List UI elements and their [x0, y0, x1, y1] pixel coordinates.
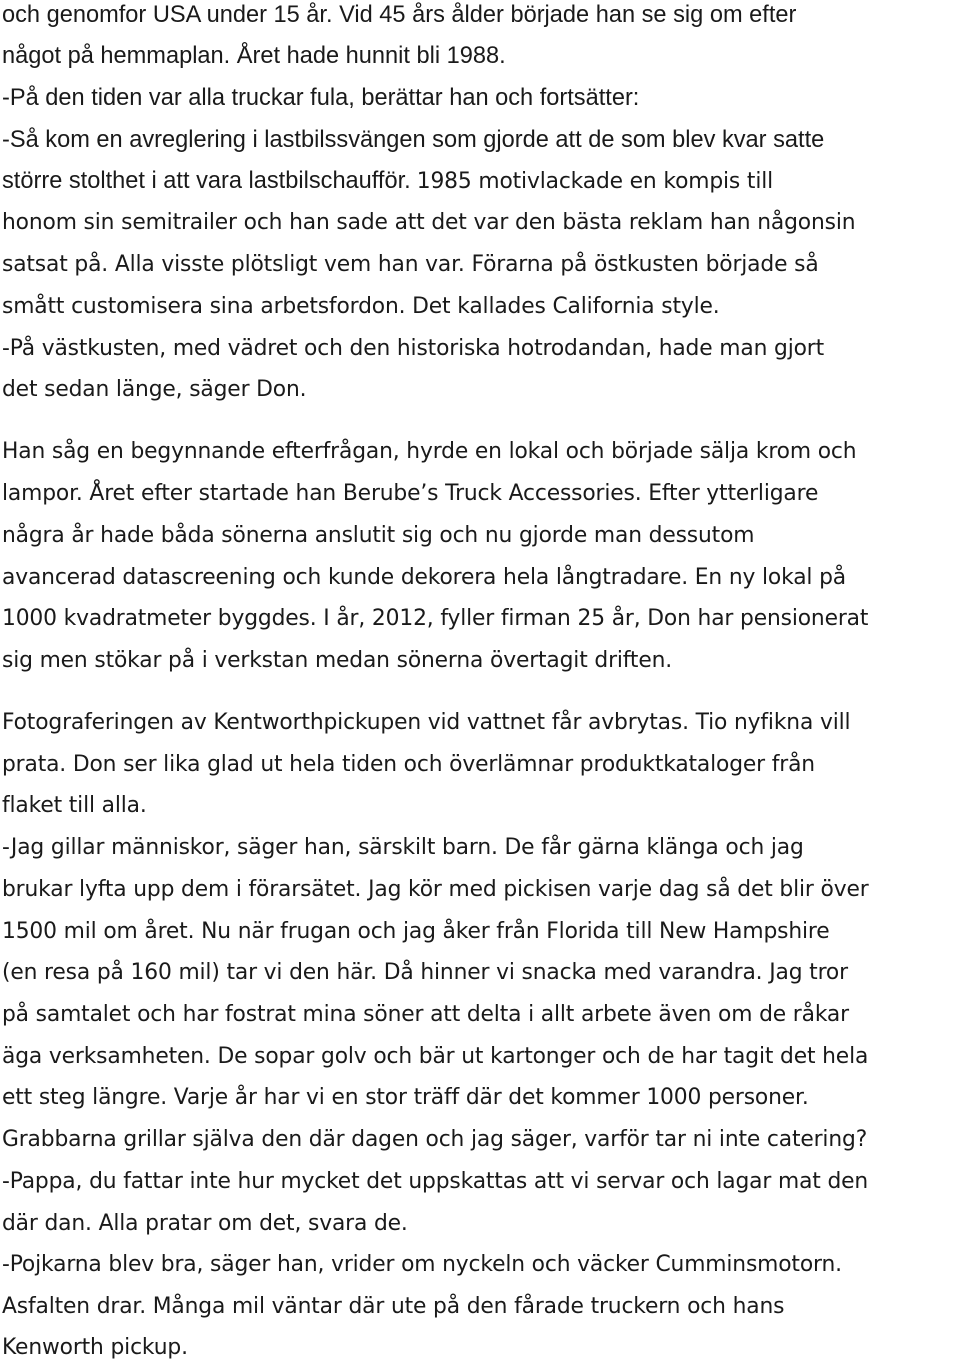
text-line: satsat på. Alla visste plötsligt vem han var. Förarna på östkusten började så: [2, 252, 819, 277]
text-line: brukar lyfta upp dem i förarsätet. Jag kör med pickisen varje dag så det blir över: [2, 877, 869, 902]
text-line: -På den tiden var alla truckar fula, berättar han och fortsätter:: [2, 85, 640, 111]
text-line: prata. Don ser lika glad ut hela tiden och överlämnar produktkataloger från: [2, 752, 815, 777]
text-line: smått customisera sina arbetsfordon. Det kallades California style.: [2, 294, 720, 319]
text-line: -Pappa, du fattar inte hur mycket det uppskattas att vi servar och lagar mat den: [2, 1169, 869, 1194]
text-line: äga verksamheten. De sopar golv och bär ut kartonger och de har tagit det hela: [2, 1044, 869, 1069]
text-line: 1500 mil om året. Nu när frugan och jag åker från Florida till New Hampshire: [2, 919, 830, 944]
text-segment: större stolthet i att vara lastbilschaufför.: [2, 168, 411, 194]
text-line: på samtalet och har fostrat mina söner att delta i allt arbete även om de råkar: [2, 1002, 849, 1027]
text-line: -Jag gillar människor, säger han, särskilt barn. De får gärna klänga och jag: [2, 835, 804, 860]
text-line: -På västkusten, med vädret och den historiska hotrodandan, hade man gjort: [2, 336, 825, 361]
text-line: sig men stökar på i verkstan medan sönerna övertagit driften.: [2, 648, 673, 673]
text-line: Grabbarna grillar själva den där dagen och jag säger, varför tar ni inte catering?: [2, 1127, 868, 1152]
text-line-mixed: [2, 166, 773, 196]
text-line: Han såg en begynnande efterfrågan, hyrde en lokal och började sälja krom och: [2, 439, 857, 464]
text-line: lampor. Året efter startade han Berube’s Truck Accessories. Efter ytterligare: [2, 481, 819, 506]
text-line: Asfalten drar. Många mil väntar där ute på den fårade truckern och hans: [2, 1294, 785, 1319]
text-line: några år hade båda sönerna anslutit sig och nu gjorde man dessutom: [2, 523, 755, 548]
text-line: 1000 kvadratmeter byggdes. I år, 2012, fyller firman 25 år, Don har pensionerat: [2, 606, 869, 631]
text-line: det sedan länge, säger Don.: [2, 377, 307, 402]
text-line: -Så kom en avreglering i lastbilssvängen som gjorde att de som blev kvar satte: [2, 127, 825, 153]
text-line: där dan. Alla pratar om det, svara de.: [2, 1211, 408, 1236]
text-line: (en resa på 160 mil) tar vi den här. Då hinner vi snacka med varandra. Jag tror: [2, 960, 848, 985]
text-line: Fotograferingen av Kentworthpickupen vid vattnet får avbrytas. Tio nyfikna vill: [2, 710, 851, 735]
text-line: flaket till alla.: [2, 793, 147, 818]
text-segment: 1985 motivlackade en kompis till: [416, 169, 774, 194]
text-line: något på hemmaplan. Året hade hunnit bli 1988.: [2, 43, 506, 69]
text-line: -Pojkarna blev bra, säger han, vrider om nyckeln och väcker Cumminsmotorn.: [2, 1252, 842, 1277]
text-line: och genomfor USA under 15 år. Vid 45 års ålder började han se sig om efter: [2, 2, 797, 28]
text-line: ett steg längre. Varje år har vi en stor träff där det kommer 1000 personer.: [2, 1085, 809, 1110]
text-line: avancerad datascreening och kunde dekorera hela långtradare. En ny lokal på: [2, 565, 846, 590]
text-line: Kenworth pickup.: [2, 1335, 188, 1360]
text-line: honom sin semitrailer och han sade att det var den bästa reklam han någonsin: [2, 210, 856, 235]
